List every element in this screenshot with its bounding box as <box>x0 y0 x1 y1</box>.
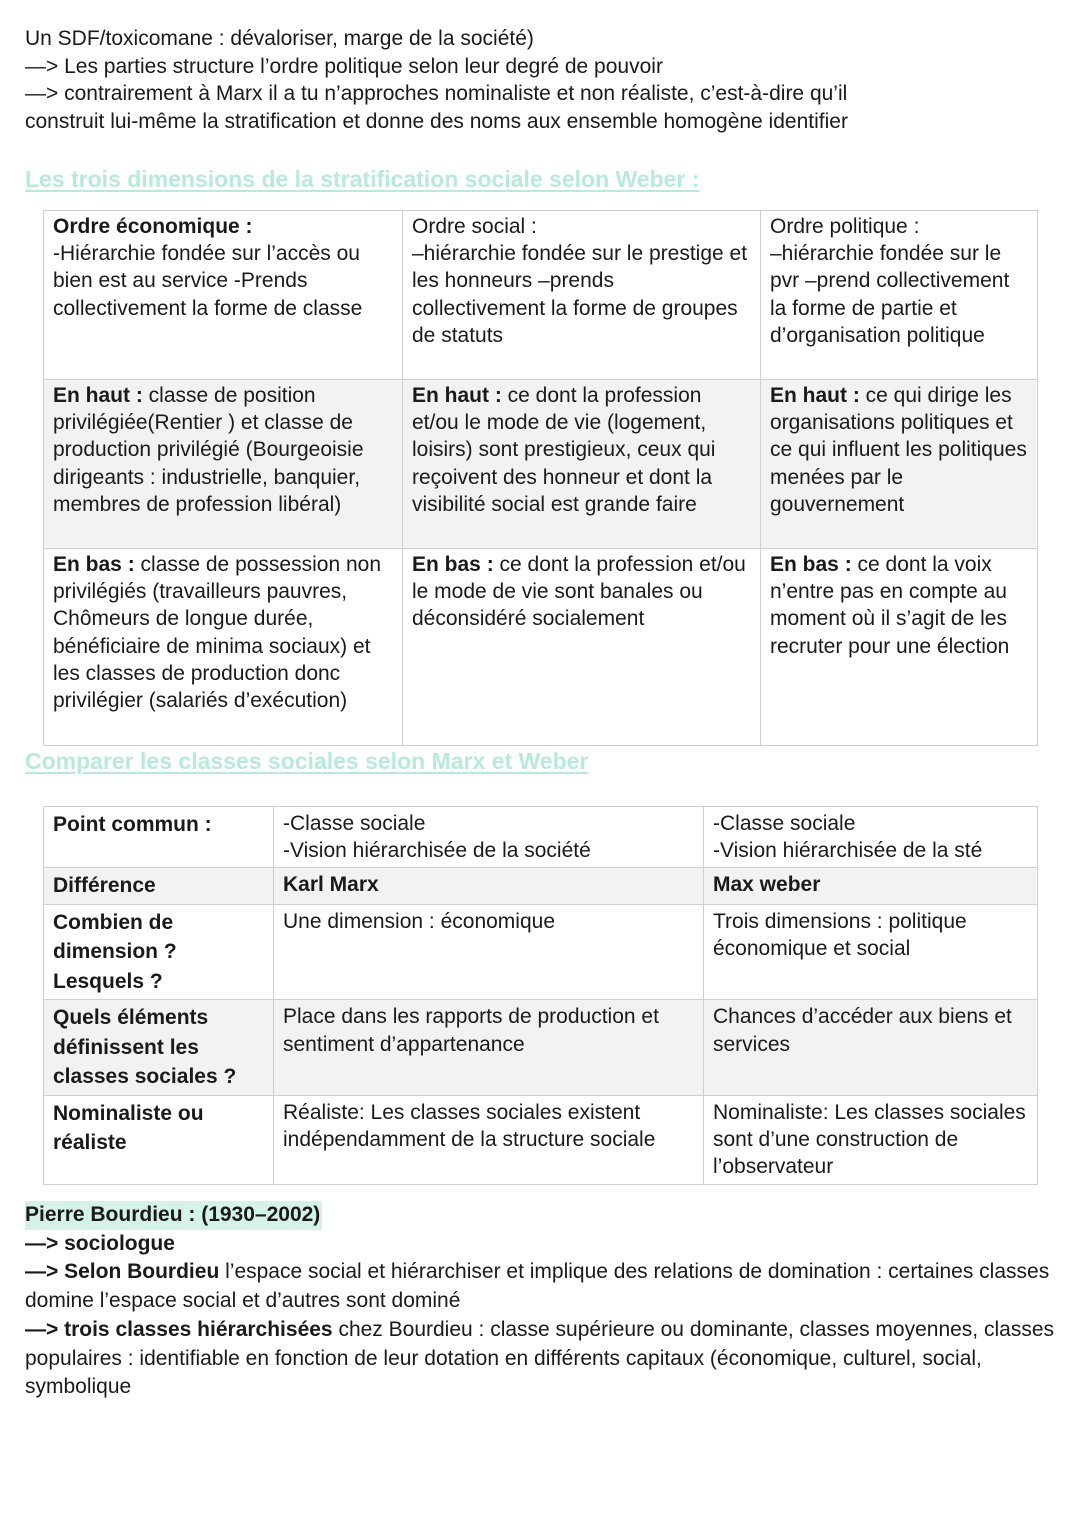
cell-economic-order <box>44 211 403 380</box>
line-text: chez Bourdieu : classe supérieure ou dominante, classes moyennes, classes populaires : identifiable en fonction de leur dotation en différents capitaux (économique, culturel, social, symbolique <box>25 1317 1054 1399</box>
row-label: Différence <box>44 868 274 905</box>
cell-marx: -Classe sociale -Vision hiérarchisée de la société <box>274 807 704 868</box>
column-description: -Hiérarchie fondée sur l’accès ou bien est au service -Prends collectivement la forme de classe <box>53 242 363 320</box>
label-en-haut: En haut : <box>53 384 143 407</box>
table-row <box>44 1095 1038 1184</box>
intro-line: Un SDF/toxicomane : dévaloriser, marge de la société) <box>25 27 534 50</box>
cell-marx: Karl Marx <box>274 868 704 905</box>
table-row <box>44 904 1038 1000</box>
table-row <box>44 807 1038 868</box>
column-description: –hiérarchie fondée sur le prestige et les honneurs –prends collectivement la forme de groupes de statuts <box>412 242 748 347</box>
cell-social-order <box>403 211 761 380</box>
section-heading-weber-dimensions: Les trois dimensions de la stratification sociale selon Weber : <box>25 166 700 192</box>
bourdieu-line-sociologue: —> sociologue <box>25 1231 175 1255</box>
label-en-bas: En bas : <box>412 553 494 576</box>
cell-political-top <box>761 380 1038 549</box>
cell-social-top <box>403 380 761 549</box>
intro-line: construit lui-même la stratification et donne des noms aux ensemble homogène identifier <box>25 109 848 133</box>
bold-lead: —> Selon Bourdieu <box>25 1260 220 1284</box>
cell-political-bottom <box>761 549 1038 746</box>
label-en-haut: En haut : <box>412 384 502 407</box>
section-heading-marx-weber: Comparer les classes sociales selon Marx et Weber <box>25 748 589 774</box>
bourdieu-line-espace-social <box>25 1258 1065 1315</box>
cell-weber: -Classe sociale -Vision hiérarchisée de la sté <box>704 807 1038 868</box>
row-label: Combien de dimension ? Lesquels ? <box>44 904 274 1000</box>
cell-marx: Place dans les rapports de production et sentiment d’appartenance <box>274 1000 704 1096</box>
table-row <box>44 868 1038 905</box>
cell-text: ce dont la profession et/ou le mode de vie (logement, loisirs) sont prestigieux, ceux qui reçoivent des honneur et dont la visibilité social est grande faire <box>412 384 716 516</box>
marx-weber-comparison-table <box>43 806 1038 1185</box>
table-row <box>44 380 1038 549</box>
label-en-bas: En bas : <box>53 553 135 576</box>
bold-lead: —> trois classes hiérarchisées <box>25 1317 333 1341</box>
label-en-haut: En haut : <box>770 384 860 407</box>
cell-text: ce dont la profession et/ou le mode de vie sont banales ou déconsidéré socialement <box>412 553 746 631</box>
row-label: Nominaliste ou réaliste <box>44 1095 274 1184</box>
cell-weber: Trois dimensions : politique économique et social <box>704 904 1038 1000</box>
cell-economic-top <box>44 380 403 549</box>
column-description: –hiérarchie fondée sur le pvr –prend collectivement la forme de partie et d’organisation politique <box>770 242 1010 347</box>
column-title: Ordre politique : <box>770 215 920 238</box>
cell-marx: Réaliste: Les classes sociales existent indépendamment de la structure sociale <box>274 1095 704 1184</box>
cell-weber: Chances d’accéder aux biens et services <box>704 1000 1038 1096</box>
cell-marx: Une dimension : économique <box>274 904 704 1000</box>
label-en-bas: En bas : <box>770 553 852 576</box>
intro-paragraph <box>25 25 1055 135</box>
table-row <box>44 211 1038 380</box>
row-label: Point commun : <box>44 807 274 868</box>
cell-text: ce dont la voix n’entre pas en compte au moment où il s’agit de les recruter pour une élection <box>770 553 1010 658</box>
cell-text: ce qui dirige les organisations politiques et ce qui influent les politiques menées par le gouvernement <box>770 384 1027 516</box>
line-text: l’espace social et hiérarchiser et implique des relations de domination : certaines classes domine l’espace social et d’autres sont dominé <box>25 1260 1050 1313</box>
weber-dimensions-table <box>43 210 1038 746</box>
cell-weber: Nominaliste: Les classes sociales sont d’une construction de l’observateur <box>704 1095 1038 1184</box>
intro-line: —> contrairement à Marx il a tu n’approches nominaliste et non réaliste, c’est-à-dire qu’il <box>25 82 848 105</box>
cell-text: classe de position privilégiée(Rentier ) et classe de production privilégié (Bourgeoisie dirigeants : industrielle, banquier, membres de profession libéral) <box>53 384 364 516</box>
cell-weber: Max weber <box>704 868 1038 905</box>
intro-line: —> Les parties structure l’ordre politique selon leur degré de pouvoir <box>25 54 663 78</box>
cell-economic-bottom <box>44 549 403 746</box>
table-row <box>44 1000 1038 1096</box>
bourdieu-section <box>25 1201 1065 1402</box>
table-row <box>44 549 1038 746</box>
cell-political-order <box>761 211 1038 380</box>
cell-text: classe de possession non privilégiés (travailleurs pauvres, Chômeurs de longue durée, bénéficiaire de minima sociaux) et les classes de production donc privilégier (salariés d’exécution) <box>53 553 382 713</box>
column-title: Ordre économique : <box>53 215 253 238</box>
bourdieu-title: Pierre Bourdieu : (1930–2002) <box>25 1201 322 1230</box>
column-title: Ordre social : <box>412 215 537 238</box>
row-label: Quels éléments définissent les classes sociales ? <box>44 1000 274 1096</box>
bourdieu-line-trois-classes <box>25 1316 1065 1402</box>
cell-social-bottom <box>403 549 761 746</box>
